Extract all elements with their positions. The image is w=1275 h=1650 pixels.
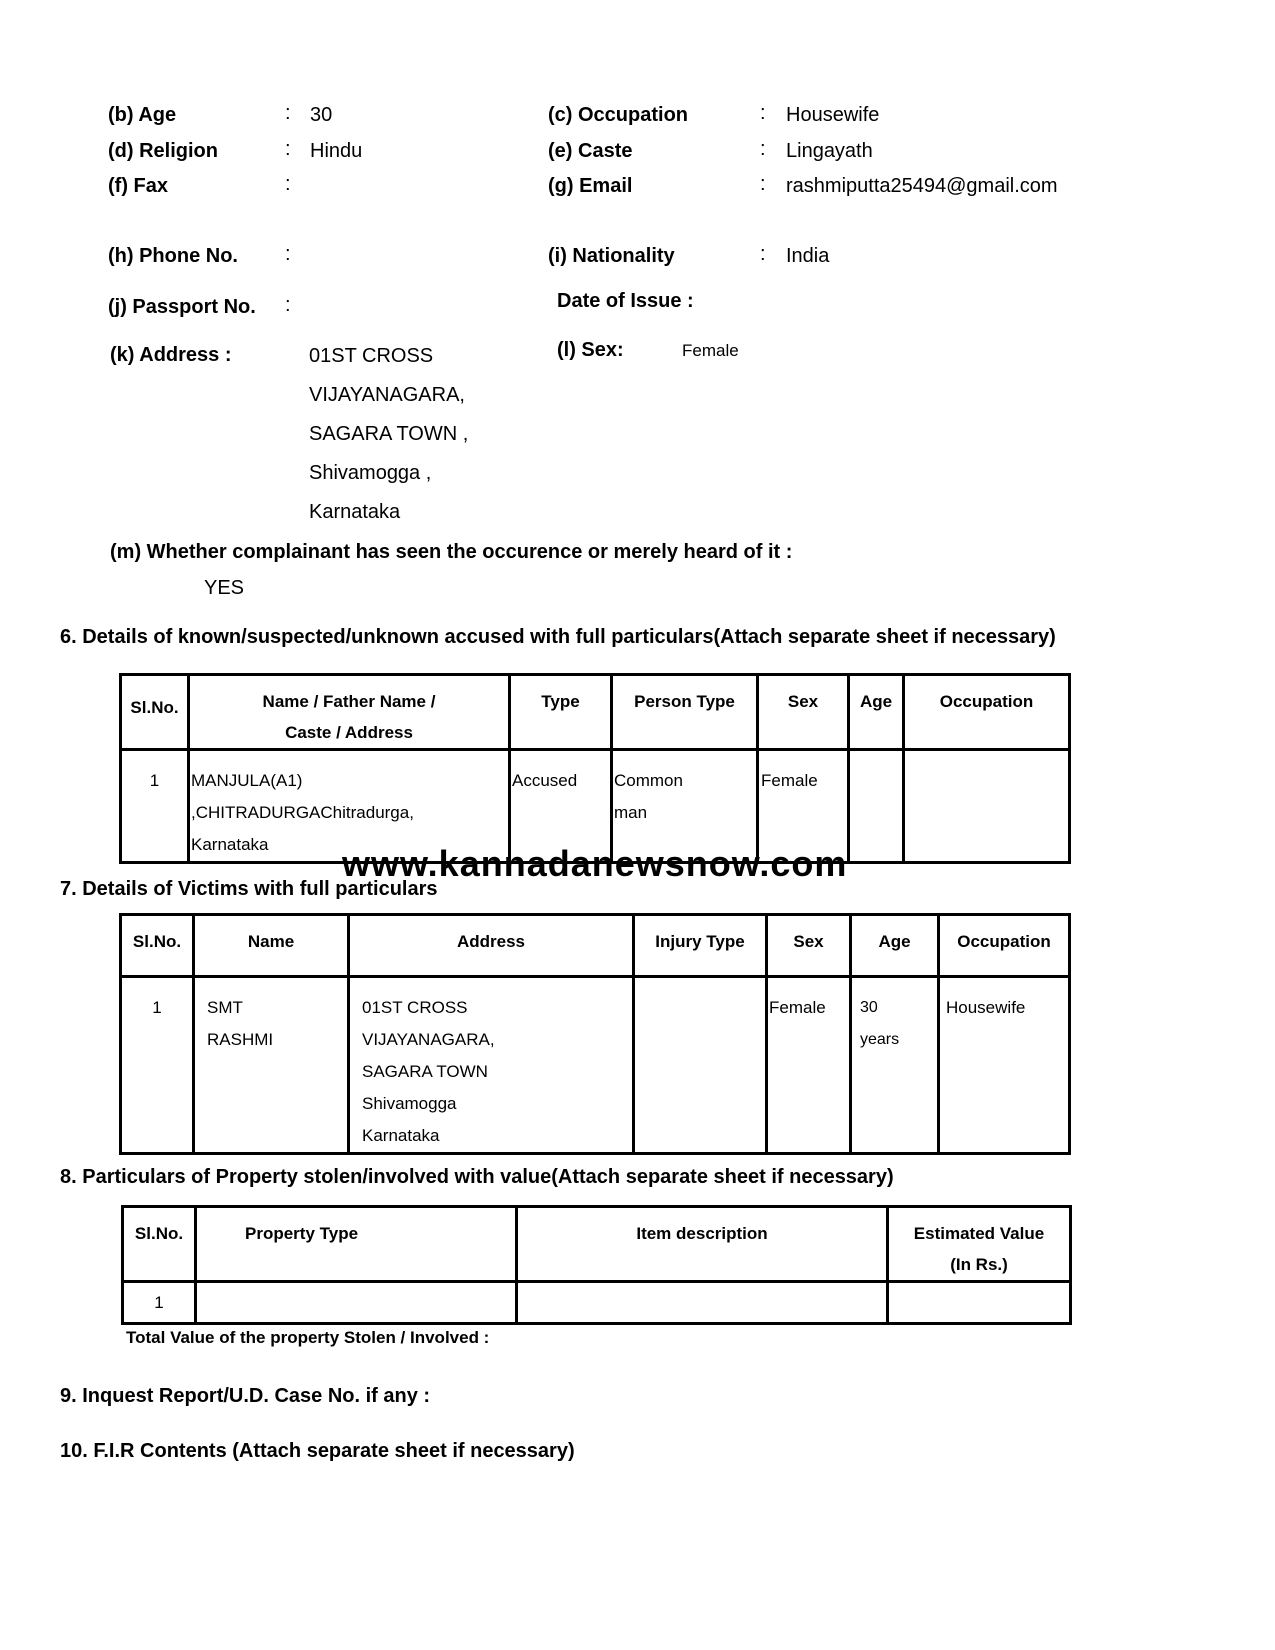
victim-age (851, 977, 939, 1154)
property-type (196, 1282, 517, 1324)
victim-address-line: Shivamogga (362, 1094, 457, 1113)
col-name-line-2: Caste / Address (285, 723, 413, 742)
fax-label: (f) Fax (108, 175, 168, 197)
email-label: (g) Email (548, 175, 633, 197)
accused-person-type-line: Common (614, 771, 683, 790)
col-estimated-value-line-1: Estimated Value (913, 1224, 1045, 1243)
col-name-line-1: Name / Father Name / (262, 692, 436, 711)
section-10-title: 10. F.I.R Contents (Attach separate sheet if necessary) (60, 1440, 575, 1462)
property-estimated-value (888, 1282, 1071, 1324)
accused-name-line: ,CHITRADURGAChitradurga, (191, 803, 414, 822)
victim-sex: Female (767, 977, 851, 1154)
victims-header-row (121, 915, 1070, 977)
age-colon: : (285, 102, 291, 124)
fax-colon: : (285, 173, 291, 195)
watermark: www.kannadanewsnow.com (342, 843, 848, 884)
victim-age-line: years (860, 1031, 900, 1048)
victim-name-line: SMT (207, 998, 243, 1017)
table-row (123, 1282, 1071, 1324)
accused-sl: 1 (121, 750, 189, 863)
total-value-label: Total Value of the property Stolen / Involved : (126, 1328, 490, 1347)
property-table (121, 1205, 1072, 1325)
accused-type: Accused (510, 750, 612, 863)
col-type: Type (510, 675, 612, 750)
col-sl-no: Sl.No. (123, 1207, 196, 1282)
col-sl-no: Sl.No. (121, 675, 189, 750)
victim-age-line: 30 (860, 999, 878, 1016)
caste-value: Lingayath (786, 140, 873, 162)
victim-occupation: Housewife (939, 977, 1070, 1154)
caste-colon: : (760, 138, 766, 160)
phone-label: (h) Phone No. (108, 245, 238, 267)
col-sex: Sex (758, 675, 849, 750)
phone-colon: : (285, 243, 291, 265)
victim-name (194, 977, 349, 1154)
email-colon: : (760, 173, 766, 195)
property-item-description (517, 1282, 888, 1324)
victim-address-line: VIJAYANAGARA, (362, 1030, 495, 1049)
victim-address-line: Karnataka (362, 1126, 440, 1145)
accused-header-row (121, 675, 1070, 750)
accused-table (119, 673, 1071, 864)
victim-address-line: SAGARA TOWN (362, 1062, 488, 1081)
victim-sl: 1 (121, 977, 194, 1154)
col-name-address (189, 675, 510, 750)
col-injury-type: Injury Type (634, 915, 767, 977)
email-value: rashmiputta25494@gmail.com (786, 175, 1058, 197)
table-row (121, 977, 1070, 1154)
col-item-description: Item description (517, 1207, 888, 1282)
address-line: 01ST CROSS (309, 345, 434, 367)
col-sl-no: Sl.No. (121, 915, 194, 977)
address-line: SAGARA TOWN , (309, 423, 469, 445)
witness-value: YES (204, 577, 245, 599)
col-age: Age (851, 915, 939, 977)
victim-address (349, 977, 634, 1154)
address-value (309, 337, 539, 532)
religion-colon: : (285, 138, 291, 160)
col-person-type: Person Type (612, 675, 758, 750)
victim-address-line: 01ST CROSS (362, 998, 468, 1017)
religion-label: (d) Religion (108, 140, 218, 162)
accused-sex: Female (758, 750, 849, 863)
accused-name-line: MANJULA(A1) (191, 771, 303, 790)
age-value: 30 (310, 104, 333, 126)
victims-table (119, 913, 1071, 1155)
victim-name-line: RASHMI (207, 1030, 274, 1049)
section-9-title: 9. Inquest Report/U.D. Case No. if any : (60, 1385, 431, 1407)
religion-value: Hindu (310, 140, 363, 162)
col-property-type: Property Type (196, 1207, 517, 1282)
address-line: Shivamogga , (309, 462, 432, 484)
date-of-issue-label: Date of Issue : (557, 290, 694, 312)
occupation-label: (c) Occupation (548, 104, 689, 126)
col-estimated-value (888, 1207, 1071, 1282)
col-occupation: Occupation (939, 915, 1070, 977)
property-sl: 1 (123, 1282, 196, 1324)
address-line: VIJAYANAGARA, (309, 384, 465, 406)
col-occupation: Occupation (904, 675, 1070, 750)
accused-person-type-line: man (614, 803, 648, 822)
section-7-title: 7. Details of Victims with full particulars (60, 878, 438, 900)
section-8-title: 8. Particulars of Property stolen/involved with value(Attach separate sheet if necessary) (60, 1166, 894, 1188)
nationality-label: (i) Nationality (548, 245, 675, 267)
passport-label: (j) Passport No. (108, 296, 256, 318)
caste-label: (e) Caste (548, 140, 633, 162)
property-header-row (123, 1207, 1071, 1282)
victim-injury-type (634, 977, 767, 1154)
witness-label: (m) Whether complainant has seen the occurence or merely heard of it : (110, 541, 793, 563)
age-label: (b) Age (108, 104, 177, 126)
col-sex: Sex (767, 915, 851, 977)
col-age: Age (849, 675, 904, 750)
accused-occupation (904, 750, 1070, 863)
sex-label: (l) Sex: (557, 339, 624, 361)
accused-name-line: Karnataka (191, 835, 269, 854)
nationality-value: India (786, 245, 830, 267)
occupation-colon: : (760, 102, 766, 124)
section-6-title: 6. Details of known/suspected/unknown accused with full particulars(Attach separate sheet if necessary) (60, 626, 1056, 648)
sex-value: Female (682, 341, 739, 360)
occupation-value: Housewife (786, 104, 880, 126)
address-label: (k) Address : (110, 344, 232, 366)
col-name: Name (194, 915, 349, 977)
col-address: Address (349, 915, 634, 977)
col-estimated-value-line-2: (In Rs.) (950, 1255, 1008, 1274)
accused-age (849, 750, 904, 863)
passport-colon: : (285, 294, 291, 316)
address-line: Karnataka (309, 501, 401, 523)
nationality-colon: : (760, 243, 766, 265)
